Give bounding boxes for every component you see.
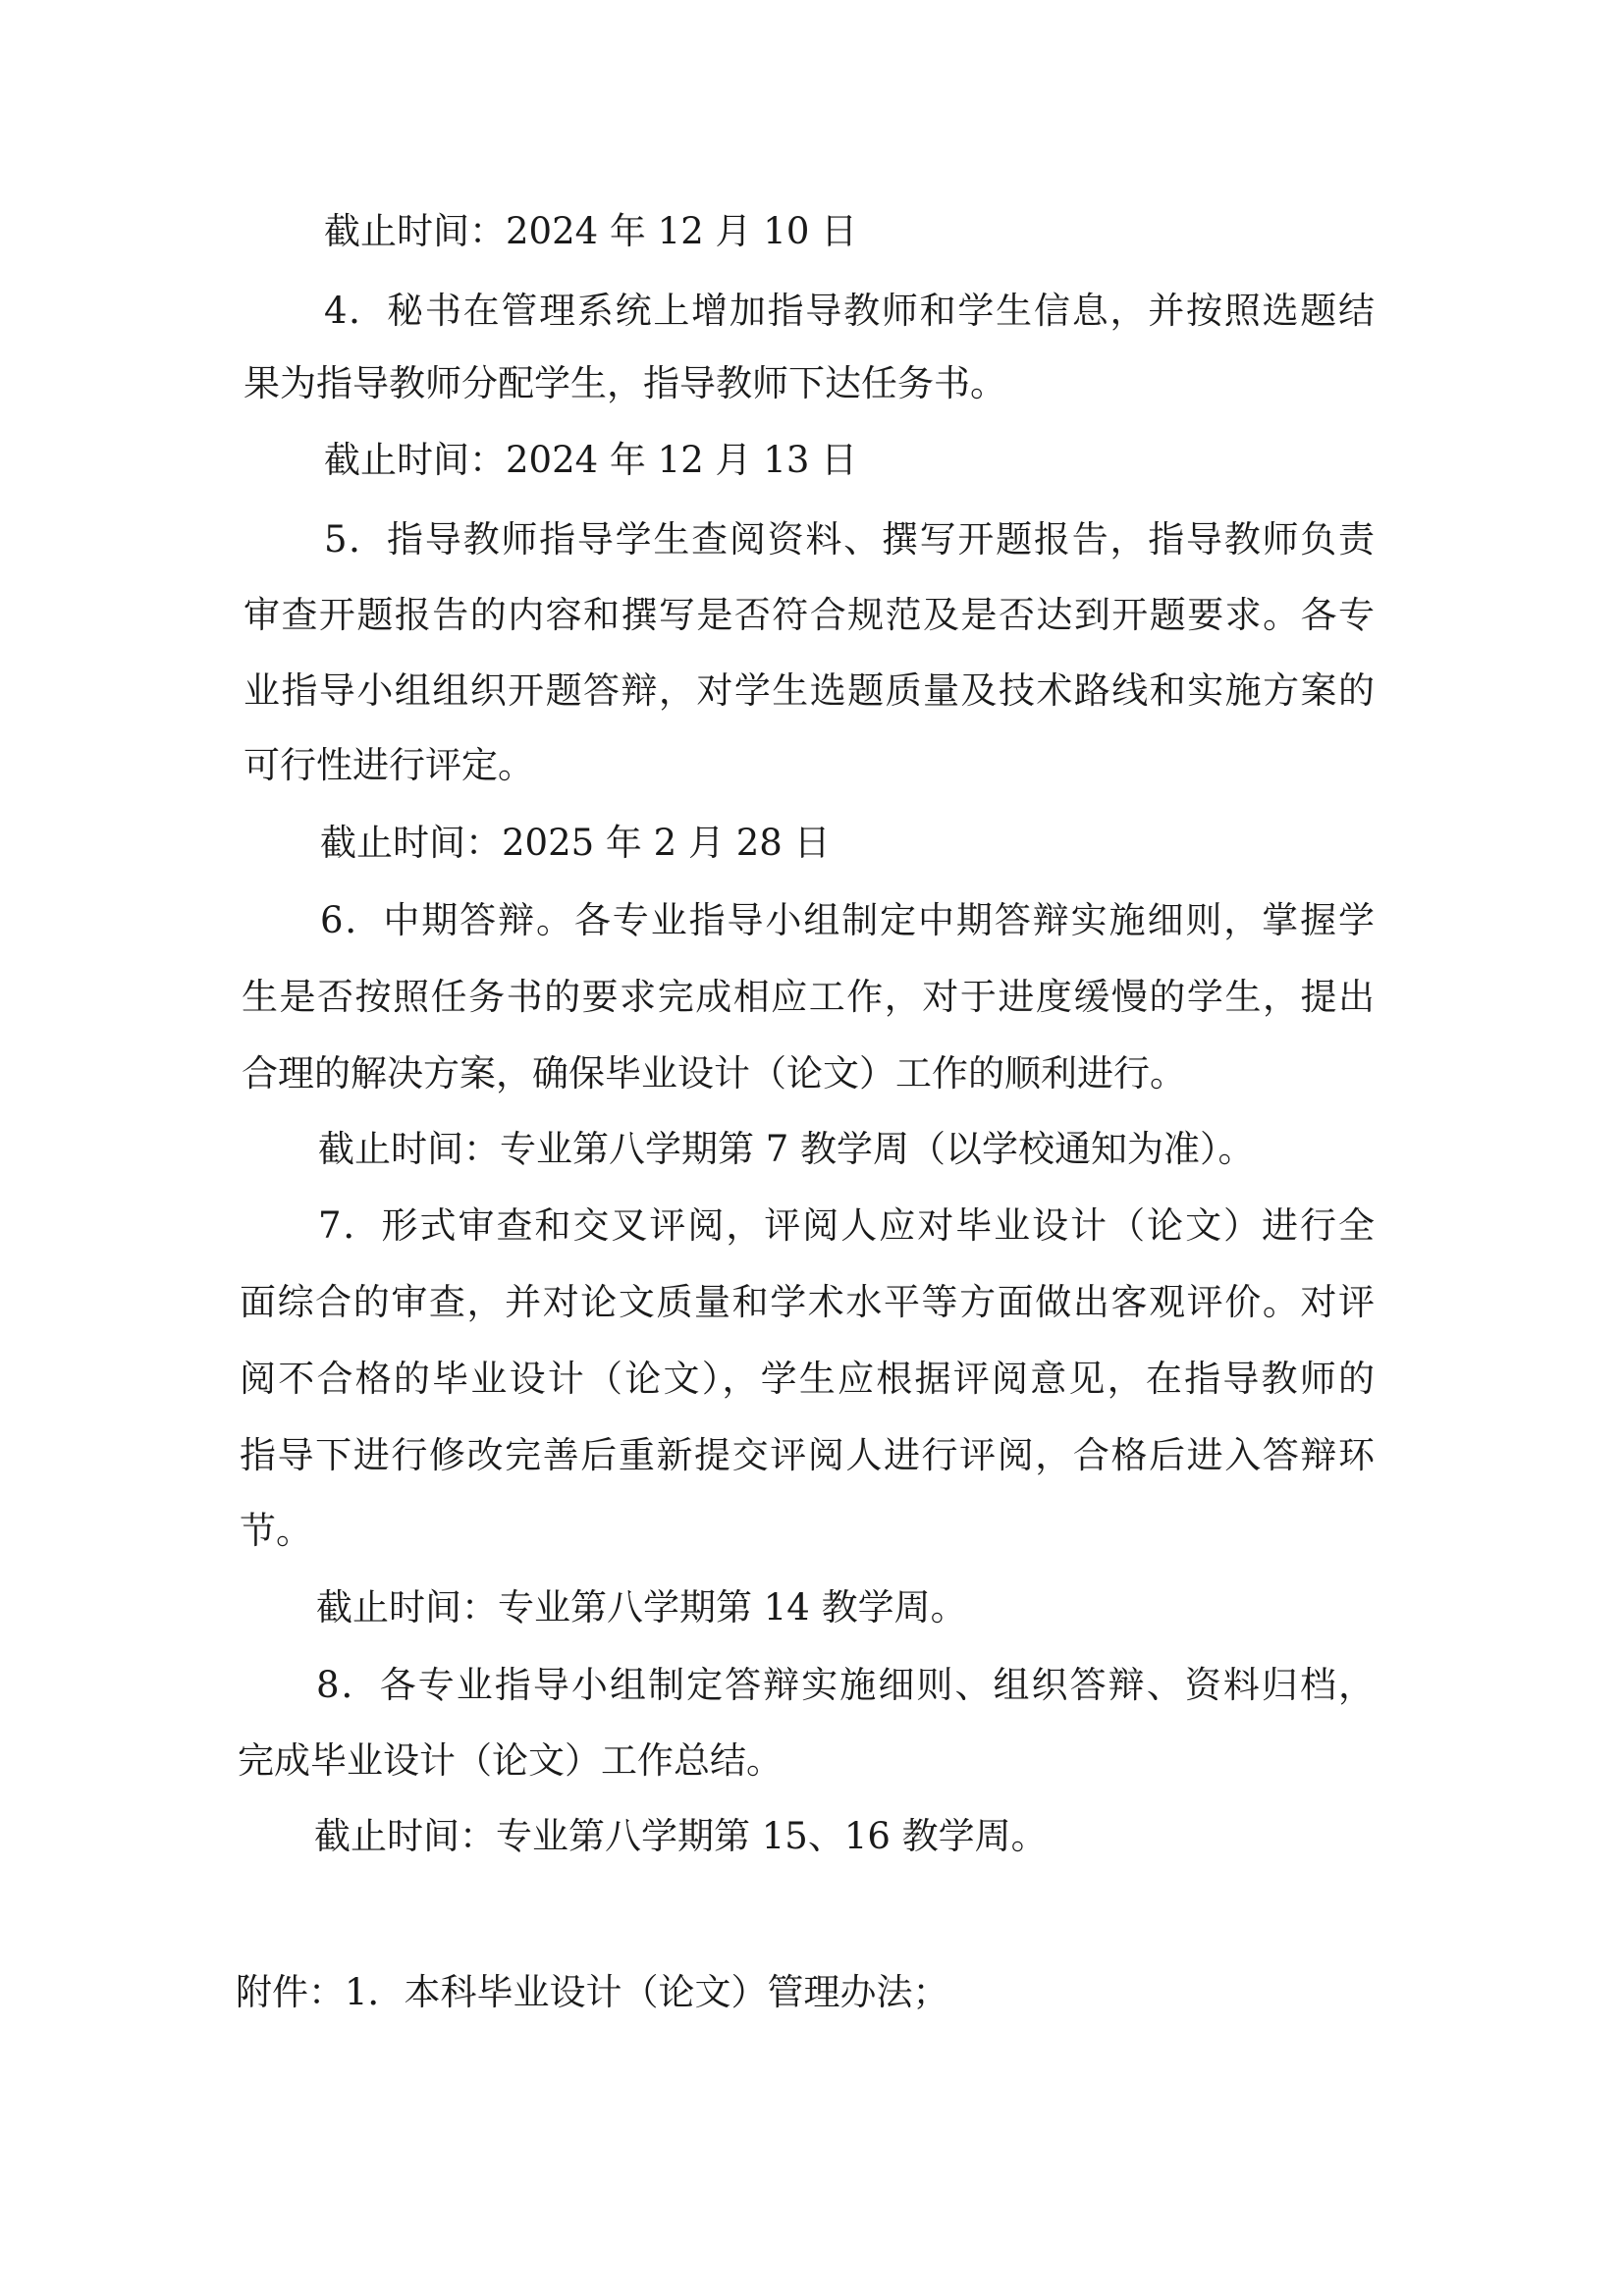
item4-deadline: 截止时间：2024 年 12 月 13 日 — [324, 439, 858, 481]
deadline-prev: 截止时间：2024 年 12 月 10 日 — [324, 210, 858, 252]
item5-line4: 可行性进行评定。 — [243, 744, 534, 786]
item8-line1: 8．各专业指导小组制定答辩实施细则、组织答辩、资料归档， — [316, 1664, 1375, 1706]
item8-line2: 完成毕业设计（论文）工作总结。 — [238, 1739, 783, 1782]
item7-deadline: 截止时间：专业第八学期第 14 教学周。 — [316, 1586, 967, 1629]
item6-line1: 6．中期答辩。各专业指导小组制定中期答辩实施细则，掌握学 — [320, 899, 1375, 941]
item7-line3: 阅不合格的毕业设计（论文），学生应根据评阅意见，在指导教师的 — [240, 1358, 1375, 1400]
item7-line5: 节。 — [240, 1510, 312, 1552]
item8-deadline: 截止时间：专业第八学期第 15、16 教学周。 — [314, 1815, 1048, 1857]
item5-deadline: 截止时间：2025 年 2 月 28 日 — [320, 822, 831, 864]
item6-deadline: 截止时间：专业第八学期第 7 教学周（以学校通知为准）。 — [318, 1128, 1255, 1170]
item4-line2: 果为指导教师分配学生，指导教师下达任务书。 — [243, 362, 1006, 404]
item5-line2: 审查开题报告的内容和撰写是否符合规范及是否达到开题要求。各专 — [243, 594, 1375, 636]
item4-line1: 4．秘书在管理系统上增加指导教师和学生信息，并按照选题结 — [324, 290, 1375, 332]
item5-line3: 业指导小组组织开题答辩，对学生选题质量及技术路线和实施方案的 — [243, 669, 1375, 712]
item7-line2: 面综合的审查，并对论文质量和学术水平等方面做出客观评价。对评 — [240, 1281, 1375, 1323]
item6-line3: 合理的解决方案，确保毕业设计（论文）工作的顺利进行。 — [242, 1052, 1186, 1095]
attachment-line: 附件：1．本科毕业设计（论文）管理办法； — [236, 1971, 949, 2013]
item7-line4: 指导下进行修改完善后重新提交评阅人进行评阅，合格后进入答辩环 — [240, 1434, 1375, 1476]
item6-line2: 生是否按照任务书的要求完成相应工作，对于进度缓慢的学生，提出 — [242, 976, 1375, 1018]
item7-line1: 7．形式审查和交叉评阅，评阅人应对毕业设计（论文）进行全 — [318, 1204, 1375, 1247]
item5-line1: 5．指导教师指导学生查阅资料、撰写开题报告，指导教师负责 — [324, 518, 1375, 561]
